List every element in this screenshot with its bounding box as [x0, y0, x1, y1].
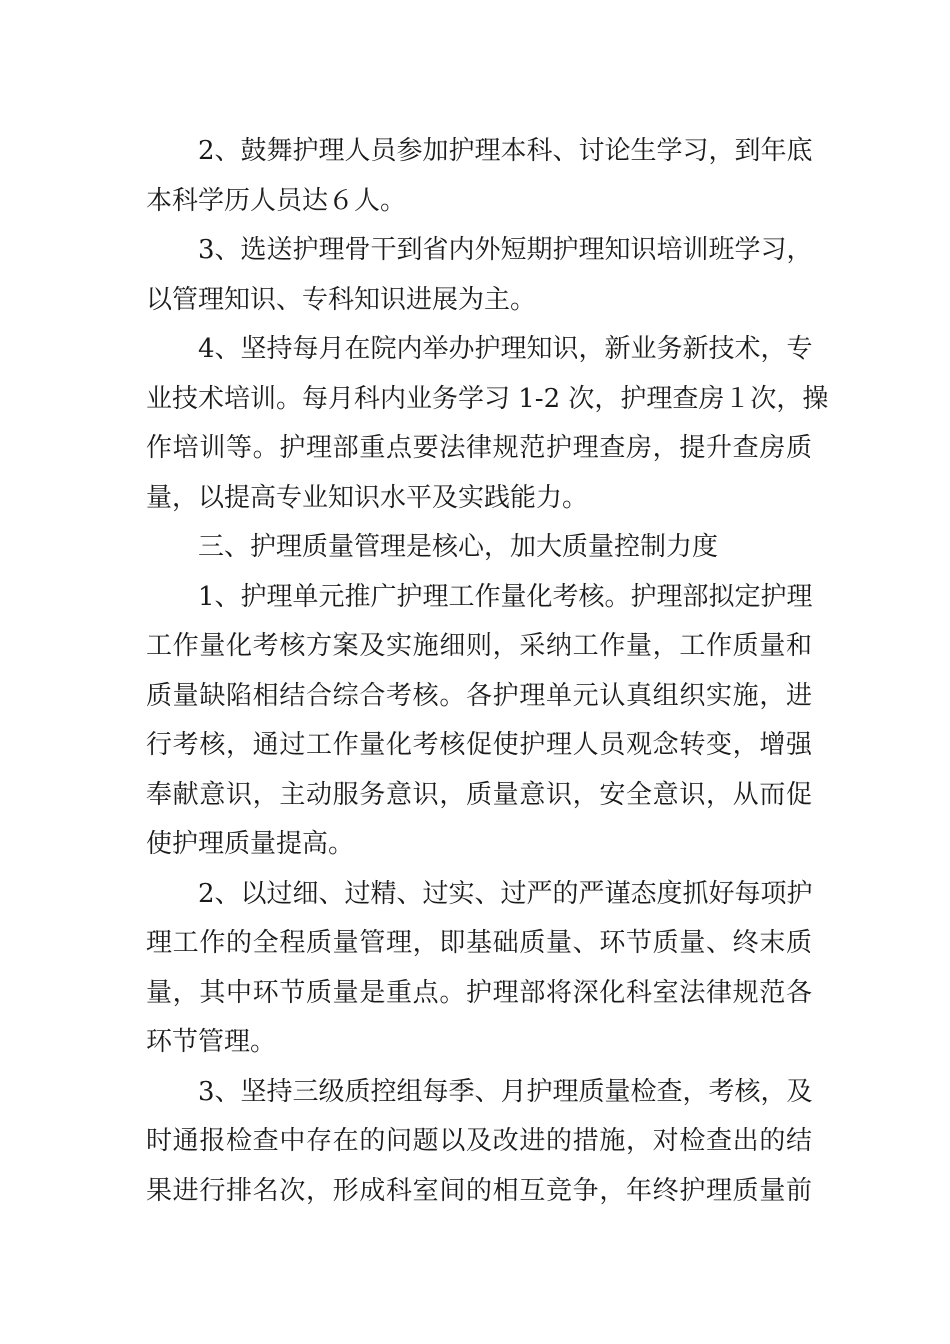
text-line: 3、坚持三级质控组每季、月护理质量检查，考核，及	[198, 1076, 813, 1107]
text-line: 2、以过细、过精、过实、过严的严谨态度抓好每项护	[198, 878, 813, 909]
text-line: 果进行排名次，形成科室间的相互竞争，年终护理质量前	[146, 1175, 812, 1206]
paragraph-1-workload-assessment	[146, 573, 812, 870]
text-line: 2、鼓舞护理人员参加护理本科、讨论生学习，到年底	[198, 136, 813, 166]
text-line: 使护理质量提高。	[146, 829, 355, 859]
text-line: 理工作的全程质量管理，即基础质量、环节质量、终末质	[146, 928, 812, 958]
text-line: 本科学历人员达６人。	[146, 185, 407, 216]
text-line: 以管理知识、专科知识进展为主。	[146, 284, 537, 315]
section-heading-quality-management	[146, 523, 812, 573]
paragraph-3-quality-inspection	[146, 1068, 812, 1217]
text-line: 4、坚持每月在院内举办护理知识，新业务新技术，专	[198, 334, 813, 364]
text-line: 量，其中环节质量是重点。护理部将深化科室法律规范各	[146, 977, 812, 1008]
document-body	[146, 127, 829, 1216]
text-line: 时通报检查中存在的问题以及改进的措施，对检查出的结	[146, 1126, 812, 1156]
text-line: 奉献意识，主动服务意识，质量意识，安全意识，从而促	[146, 779, 812, 810]
paragraph-4-monthly-training	[146, 325, 829, 523]
text-line: 环节管理。	[146, 1027, 277, 1057]
text-line: 作培训等。护理部重点要法律规范护理查房，提升查房质	[146, 433, 812, 463]
section-heading: 三、护理质量管理是核心，加大质量控制力度	[198, 532, 719, 562]
text-line: 1、护理单元推广护理工作量化考核。护理部拟定护理	[198, 581, 813, 612]
text-line: 质量缺陷相结合综合考核。各护理单元认真组织实施，进	[146, 680, 812, 711]
text-line: 工作量化考核方案及实施细则，采纳工作量，工作质量和	[146, 631, 812, 661]
paragraph-2-degree-study	[146, 127, 812, 226]
paragraph-3-backbone-training	[146, 226, 812, 325]
text-line: 业技术培训。每月科内业务学习 1-2 次，护理查房１次，操	[146, 383, 829, 414]
paragraph-2-process-quality	[146, 870, 812, 1068]
text-line: 3、选送护理骨干到省内外短期护理知识培训班学习，	[198, 235, 813, 265]
text-line: 量，以提高专业知识水平及实践能力。	[146, 482, 589, 513]
text-line: 行考核，通过工作量化考核促使护理人员观念转变，增强	[146, 730, 812, 760]
